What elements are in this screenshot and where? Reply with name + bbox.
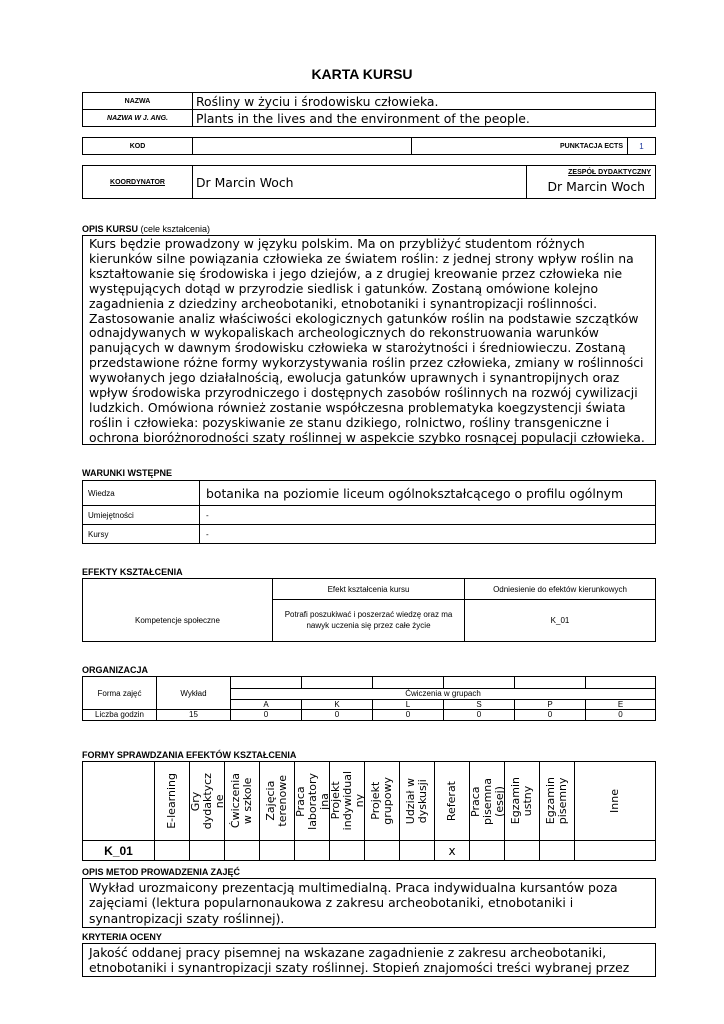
assessment-header: E-learning xyxy=(165,773,178,829)
org-group-label: A xyxy=(231,700,302,710)
outcomes-ref: K_01 xyxy=(465,600,656,642)
ects-value: 1 xyxy=(628,138,656,155)
assessment-header: Zajęcia terenowe xyxy=(264,775,289,827)
org-lecture-hours: 15 xyxy=(157,710,231,721)
org-exercises-label: Ćwiczenia w grupach xyxy=(231,689,656,700)
criteria-label: KRYTERIA OCENY xyxy=(82,932,162,942)
coordinator-value: Dr Marcin Woch xyxy=(193,166,527,199)
assessment-header-cell xyxy=(260,762,295,841)
org-group-label: S xyxy=(444,700,515,710)
outcomes-table xyxy=(82,578,656,642)
assessment-header: Ćwiczenia w szkole xyxy=(229,773,254,829)
name-label: NAZWA xyxy=(83,93,193,110)
org-group-hours: 0 xyxy=(231,710,302,721)
org-form-label: Forma zajęć xyxy=(83,677,157,710)
ects-label: PUNKTACJA ECTS xyxy=(412,138,628,155)
assessment-mark xyxy=(260,841,295,861)
outcomes-row-label: Kompetencje społeczne xyxy=(83,600,273,642)
criteria-text: Jakość oddanej pracy pisemnej na wskazane zagadnienie z zakresu archeobotaniki, etnobotaniki i synantropizacji szaty roślinnej. Stopień znajomości treści wybranej przez xyxy=(82,943,656,977)
assessment-header: Praca laboratory jna xyxy=(294,772,331,830)
assessment-mark xyxy=(540,841,575,861)
description-text: Kurs będzie prowadzony w języku polskim. Ma on przybliżyć studentom różnych kierunków silne powiązania człowieka ze światem roślin: z jednej strony wpływ roślin na kształtowanie się środowiska i jego dziejów, a z drugiej kreowanie przez człowieka nie występujących dotąd w przyrodzie siedlisk i gatunków. Zostaną omówione kolejno zagadnienia z dziedziny archeobotaniki, etnobotaniki i synantropizacji roślinności. Zastosowanie analiz właściwości ekologicznych gatunków roślin na podstawie szczątków odnajdywanych w wykopaliskach archeologicznych do rekonstruowania warunków panujących w dawnym środowisku człowieka w starożytności i średniowieczu. Zostaną przedstawione różne formy wykorzystywania roślin przez człowieka, zmiany w roślinności wywołanych jego działalnością, ewolucja gatunków uprawnych i synantropijnych oraz wpływ środowiska przyrodniczego i dostępnych zasobów roślinnych na rozwój cywilizacji ludzkich. Omówiona również zostanie współczesna problematyka koegzystencji świata roślin i człowieka: pozyskiwanie ze stanu dzikiego, rolnictwo, rośliny transgeniczne i ochrona bioróżnorodności szaty roślinnej w aspekcie szybko rosnącej populacji człowieka. xyxy=(82,235,656,445)
org-group-label: L xyxy=(373,700,444,710)
prereq-label: Kursy xyxy=(83,525,200,544)
name-en-label: NAZWA W J. ANG. xyxy=(83,110,193,127)
assessment-mark xyxy=(505,841,540,861)
team-label: ZESPÓŁ DYDAKTYCZNY xyxy=(568,169,651,176)
methods-text: Wykład urozmaicony prezentacją multimedialną. Praca indywidualna kursantów poza zajęciami (lektura popularnonaukowa z zakresu archeobotaniki, etnobotaniki i synantropizacji szaty roślinnej). xyxy=(82,878,656,928)
organization-table xyxy=(82,676,656,721)
assessment-header: Praca pisemna (esej) xyxy=(469,777,506,825)
coordinator-table xyxy=(82,165,656,199)
assessment-header-cell xyxy=(540,762,575,841)
assessment-mark: x xyxy=(435,841,470,861)
prereq-label: Wiedza xyxy=(83,481,200,506)
assessment-header-cell xyxy=(470,762,505,841)
assessment-row-label: K_01 xyxy=(83,841,155,861)
code-table xyxy=(82,137,656,155)
assessment-header-cell xyxy=(435,762,470,841)
org-group-hours: 0 xyxy=(373,710,444,721)
prereq-label: Umiejętności xyxy=(83,506,200,525)
code-value xyxy=(193,138,412,155)
outcomes-col-ref: Odniesienie do efektów kierunkowych xyxy=(465,579,656,600)
assessment-label: FORMY SPRAWDZANIA EFEKTÓW KSZTAŁCENIA xyxy=(82,750,297,760)
assessment-mark xyxy=(330,841,365,861)
assessment-mark xyxy=(365,841,400,861)
assessment-header: Egzamin pisemny xyxy=(544,777,569,825)
name-en-value: Plants in the lives and the environment of the people. xyxy=(193,110,656,127)
assessment-header-cell xyxy=(365,762,400,841)
org-group-hours: 0 xyxy=(444,710,515,721)
assessment-header: Egzamin ustny xyxy=(509,777,534,825)
assessment-header: Projekt indywidual ny xyxy=(329,771,366,831)
assessment-mark xyxy=(470,841,505,861)
assessment-mark xyxy=(295,841,330,861)
org-group-label: P xyxy=(515,700,586,710)
assessment-header-cell xyxy=(330,762,365,841)
methods-label: OPIS METOD PROWADZENIA ZAJĘĆ xyxy=(82,867,241,877)
assessment-header-cell xyxy=(575,762,656,841)
prereq-value: botanika na poziomie liceum ogólnokształcącego o profilu ogólnym xyxy=(200,481,656,506)
prerequisites-table xyxy=(82,480,656,544)
prereq-value: - xyxy=(200,506,656,525)
description-sub: (cele kształcenia) xyxy=(140,224,211,234)
description-label: OPIS KURSU xyxy=(82,224,139,234)
assessment-header: Gry dydaktycz ne xyxy=(189,772,226,830)
assessment-header: Udział w dyskusji xyxy=(404,777,429,825)
assessment-header: Inne xyxy=(608,789,621,813)
assessment-mark xyxy=(400,841,435,861)
outcomes-col-effect: Efekt kształcenia kursu xyxy=(273,579,465,600)
assessment-mark xyxy=(225,841,260,861)
assessment-header: Projekt grupowy xyxy=(369,777,394,825)
team-cell xyxy=(527,166,656,199)
outcomes-effect: Potrafi poszukiwać i poszerzać wiedzę oraz ma nawyk uczenia się przez całe życie xyxy=(273,600,465,642)
page-title: KARTA KURSU xyxy=(311,66,413,82)
org-group-hours: 0 xyxy=(515,710,586,721)
assessment-header-cell xyxy=(400,762,435,841)
code-label: KOD xyxy=(83,138,193,155)
assessment-mark xyxy=(155,841,190,861)
assessment-mark xyxy=(575,841,656,861)
org-group-label: K xyxy=(302,700,373,710)
org-lecture-label: Wykład xyxy=(157,677,231,710)
assessment-header-cell xyxy=(225,762,260,841)
assessment-header: Referat xyxy=(445,780,458,822)
organization-label: ORGANIZACJA xyxy=(82,665,149,675)
prerequisites-label: WARUNKI WSTĘPNE xyxy=(82,468,172,478)
assessment-mark xyxy=(190,841,225,861)
name-table xyxy=(82,92,656,127)
org-hours-label: Liczba godzin xyxy=(83,710,157,721)
assessment-header-cell xyxy=(295,762,330,841)
team-value: Dr Marcin Woch xyxy=(547,179,645,194)
assessment-header-cell xyxy=(155,762,190,841)
prereq-value: - xyxy=(200,525,656,544)
description-heading xyxy=(82,224,210,234)
coordinator-label: KOORDYNATOR xyxy=(83,166,193,199)
org-group-label: E xyxy=(586,700,656,710)
outcomes-label: EFEKTY KSZTAŁCENIA xyxy=(82,567,183,577)
org-group-hours: 0 xyxy=(302,710,373,721)
assessment-table xyxy=(82,761,656,861)
assessment-header-cell xyxy=(505,762,540,841)
org-group-hours: 0 xyxy=(586,710,656,721)
assessment-header-cell xyxy=(190,762,225,841)
name-value: Rośliny w życiu i środowisku człowieka. xyxy=(193,93,656,110)
